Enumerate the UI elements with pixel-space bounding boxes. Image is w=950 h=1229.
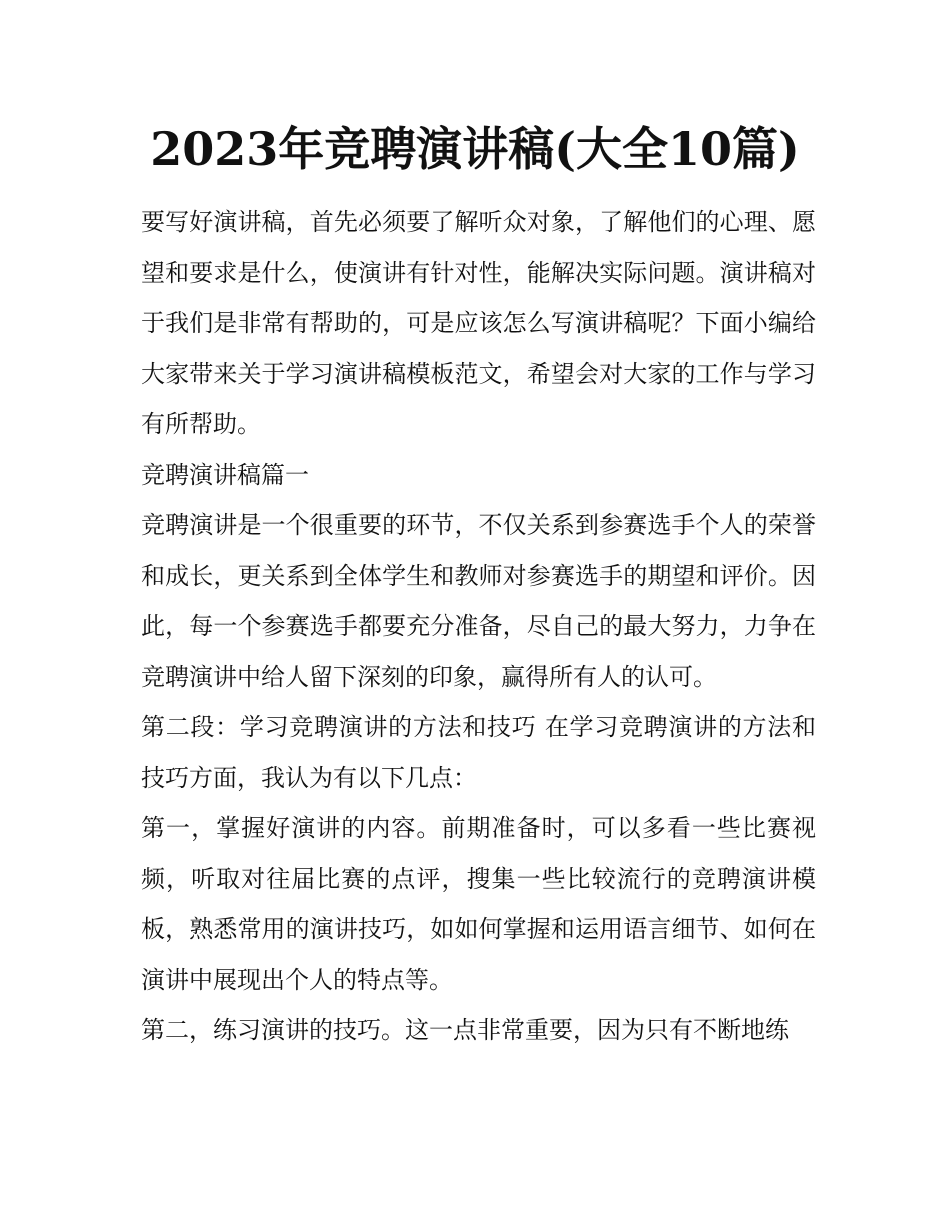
body-paragraph: 第二，练习演讲的技巧。这一点非常重要，因为只有不断地练 [141,1016,789,1044]
body-paragraph: 第二段：学习竞聘演讲的方法和技巧 在学习竞聘演讲的方法和技巧方面，我认为有以下几点： [141,713,816,792]
document-title: 2023年竞聘演讲稿(大全10篇) [150,122,800,176]
body-paragraph: 竞聘演讲是一个很重要的环节，不仅关系到参赛选手个人的荣誉和成长，更关系到全体学生和教师对参赛选手的期望和评价。因此，每一个参赛选手都要充分准备，尽自己的最大努力，力争在竞聘演讲中给人留下深刻的印象，赢得所有人的认可。 [141,511,816,691]
section-heading: 竞聘演讲稿篇一 [141,460,309,489]
body-paragraph: 第一，掌握好演讲的内容。前期准备时，可以多看一些比赛视频，听取对往届比赛的点评，搜集一些比较流行的竞聘演讲模板，熟悉常用的演讲技巧，如如何掌握和运用语言细节、如何在演讲中展现出个人的特点等。 [141,814,816,994]
intro-paragraph: 要写好演讲稿，首先必须要了解听众对象，了解他们的心理、愿望和要求是什么，使演讲有针对性，能解决实际问题。演讲稿对于我们是非常有帮助的，可是应该怎么写演讲稿呢？下面小编给大家带来关于学习演讲稿模板范文，希望会对大家的工作与学习有所帮助。 [141,208,816,438]
document-body [141,197,816,1056]
